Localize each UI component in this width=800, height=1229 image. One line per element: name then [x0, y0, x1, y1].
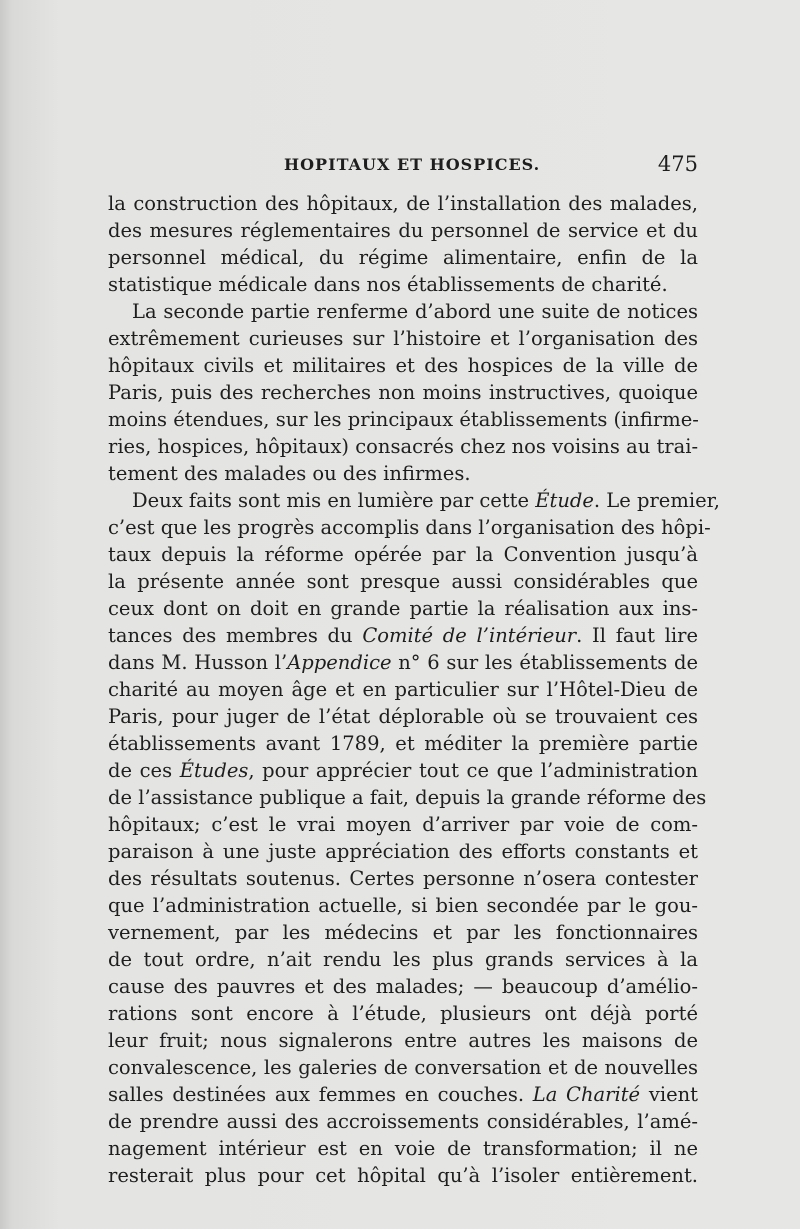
italic-title: Études [179, 759, 249, 782]
text-line [108, 1081, 698, 1108]
text-line: nagement intérieur est en voie de transformation; il ne [108, 1137, 698, 1160]
text-line: des mesures réglementaires du personnel de service et du [108, 219, 698, 242]
text-line: La seconde partie renferme d’abord une suite de notices [132, 300, 698, 323]
text-run: salles destinées aux femmes en couches. [108, 1083, 533, 1106]
italic-title: Appendice [287, 651, 392, 674]
running-title: HOPITAUX ET HOSPICES. [284, 155, 541, 174]
text-run: , pour apprécier tout ce que l’administration [248, 759, 698, 782]
text-line: de prendre aussi des accroissements considérables, l’amé- [108, 1110, 698, 1133]
text-line: extrêmement curieuses sur l’histoire et l’organisation des [108, 327, 698, 350]
text-line: moins étendues, sur les principaux établissements (infirme- [108, 408, 699, 431]
text-line: vernement, par les médecins et par les fonctionnaires [108, 921, 698, 944]
text-run: . Il faut lire [576, 624, 698, 647]
text-run: . Le premier, [593, 489, 720, 512]
text-line: ries, hospices, hôpitaux) consacrés chez nos voisins au trai- [108, 435, 699, 458]
text-run: vient [640, 1083, 699, 1106]
text-line [108, 649, 698, 676]
text-line: cause des pauvres et des malades; — beaucoup d’amélio- [108, 975, 698, 998]
text-line: que l’administration actuelle, si bien secondée par le gou- [108, 894, 698, 917]
text-line: leur fruit; nous signalerons entre autres les maisons de [108, 1029, 698, 1052]
text-line: hôpitaux; c’est le vrai moyen d’arriver par voie de com- [108, 813, 698, 836]
text-run: tances des membres du [108, 624, 363, 647]
text-line [108, 757, 698, 784]
text-run: de ces [108, 759, 180, 782]
text-line: statistique médicale dans nos établissements de charité. [108, 273, 668, 296]
text-run: n° 6 sur les établissements de [391, 651, 699, 674]
text-line: Paris, puis des recherches non moins instructives, quoique [108, 381, 698, 404]
text-line: paraison à une juste appréciation des efforts constants et [108, 840, 698, 863]
text-line: établissements avant 1789, et méditer la première partie [108, 732, 698, 755]
text-line: ceux dont on doit en grande partie la réalisation aux ins- [108, 597, 698, 620]
text-line: de tout ordre, n’ait rendu les plus grands services à la [108, 948, 698, 971]
body-text [108, 190, 720, 1189]
italic-title: Étude [535, 489, 594, 512]
text-line: resterait plus pour cet hôpital qu’à l’isoler entièrement. [108, 1164, 698, 1187]
text-line: la présente année sont presque aussi considérables que [108, 570, 698, 593]
text-line: charité au moyen âge et en particulier sur l’Hôtel-Dieu de [108, 678, 698, 701]
text-line: personnel médical, du régime alimentaire, enfin de la [108, 246, 698, 269]
italic-title: La Charité [532, 1083, 641, 1106]
text-line: convalescence, les galeries de conversation et de nouvelles [108, 1056, 698, 1079]
text-run: Deux faits sont mis en lumière par cette [132, 489, 536, 512]
text-line [108, 487, 720, 514]
text-run: dans M. Husson l’ [108, 651, 288, 674]
text-line: la construction des hôpitaux, de l’installation des malades, [108, 192, 698, 215]
text-line: c’est que les progrès accomplis dans l’organisation des hôpi- [108, 516, 711, 539]
text-line: des résultats soutenus. Certes personne n’osera contester [108, 867, 698, 890]
text-line: Paris, pour juger de l’état déplorable où se trouvaient ces [108, 705, 698, 728]
text-line: taux depuis la réforme opérée par la Convention jusqu’à [108, 543, 698, 566]
text-line [108, 622, 698, 649]
text-line: de l’assistance publique a fait, depuis la grande réforme des [108, 786, 707, 809]
text-line: rations sont encore à l’étude, plusieurs ont déjà porté [108, 1002, 698, 1025]
page-header [108, 152, 698, 182]
page-number: 475 [657, 152, 698, 176]
text-line: tement des malades ou des infirmes. [108, 462, 471, 485]
text-line: hôpitaux civils et militaires et des hospices de la ville de [108, 354, 698, 377]
italic-title: Comité de l’intérieur [362, 624, 577, 647]
